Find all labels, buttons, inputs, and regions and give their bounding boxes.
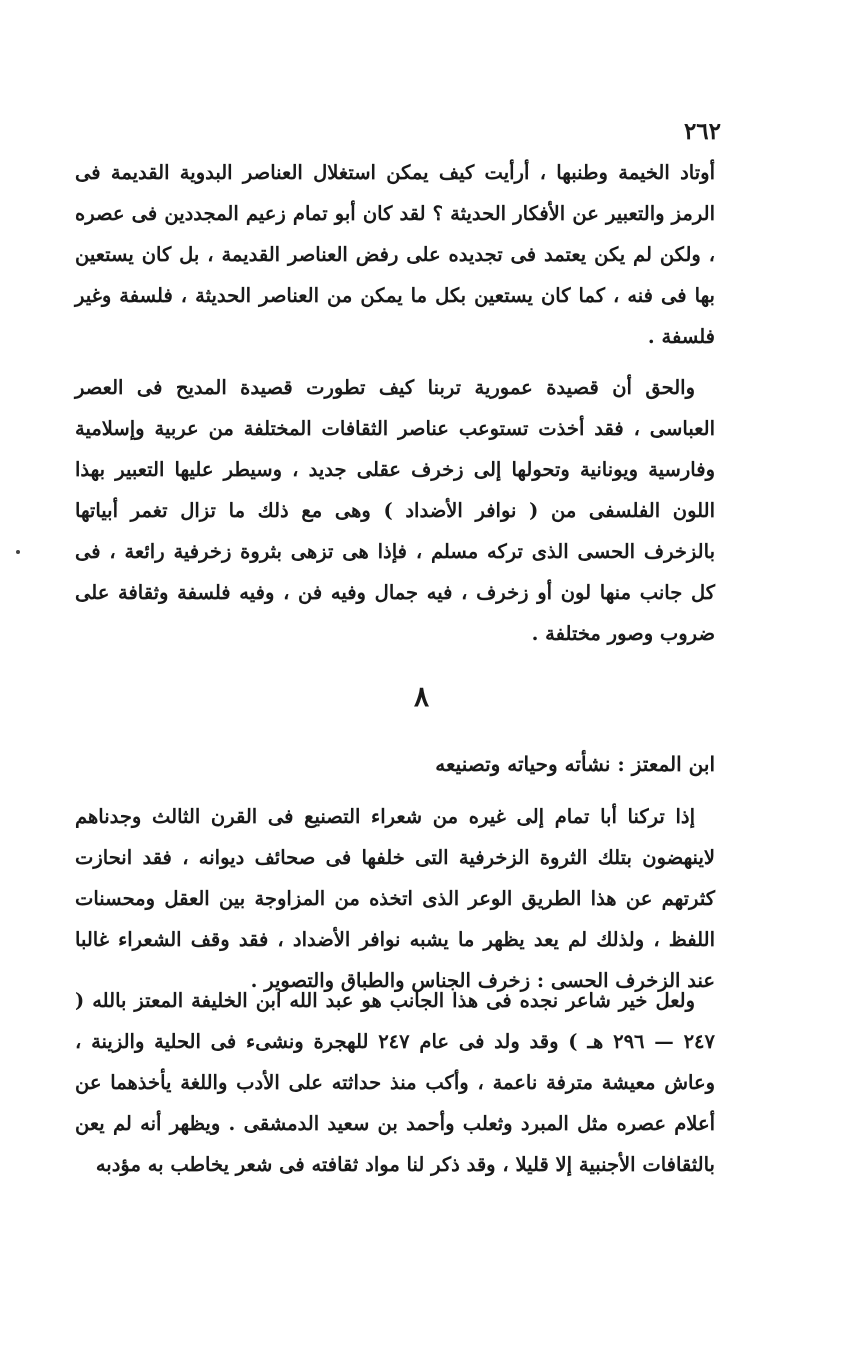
section-number: ٨ xyxy=(413,680,430,713)
paragraph: إذا تركنا أبا تمام إلى غيره من شعراء التصنيع فى القرن الثالث وجدناهم لاينهضون بتلك الثروة الزخرفية التى خلفها فى صحائف ديوانه ، فقد انحازت كثرتهم عن هذا الطريق الوعر الذى اتخذه من المزاوجة بين العقل ومحسنات اللفظ ، ولذلك لم يعد يظهر ما يشبه نوافر الأضداد ، فقد وقف الشعراء غالبا عند الزخرف الحسى : زخرف الجناس والطباق والتصوير . xyxy=(75,805,715,992)
paragraph: والحق أن قصيدة عمورية تربنا كيف تطورت قصيدة المديح فى العصر العباسى ، فقد أخذت تستوعب عناصر الثقافات المختلفة من عربية وإسلامية وفارسية ويونانية وتحولها إلى زخرف عقلى جديد ، وسيطر عليها التعبير بهذا اللون الفلسفى من ( نوافر الأضداد ) وهى مع ذلك ما تزال تغمر أبياتها بالزخرف الحسى الذى تركه مسلم ، فإذا هى تزهى بثروة زخرفية رائعة ، فى كل جانب منها لون أو زخرف ، فيه جمال وفيه فن ، وفيه فلسفة وثقافة على ضروب وصور مختلفة . xyxy=(75,376,715,645)
margin-mark xyxy=(16,550,20,554)
paragraph: ولعل خير شاعر نجده فى هذا الجانب هو عبد الله ابن الخليفة المعتز بالله ( ٢٤٧ — ٢٩٦ هـ ) وقد ولد فى عام ٢٤٧ للهجرة ونشىء فى الحلية والزينة ، وعاش معيشة مترفة ناعمة ، وأكب منذ حداثته على الأدب واللغة يأخذهما عن أعلام عصره مثل المبرد وثعلب وأحمد بن سعيد الدمشقى . ويظهر أنه لم يعن بالثقافات الأجنبية إلا قليلا ، وقد ذكر لنا مواد ثقافته فى شعر يخاطب به مؤدبه xyxy=(75,989,715,1176)
paragraph: أوتاد الخيمة وطنبها ، أرأيت كيف يمكن استغلال العناصر البدوية القديمة فى الرمز والتعبير عن الأفكار الحديثة ؟ لقد كان أبو تمام زعيم المجددين فى عصره ، ولكن لم يكن يعتمد فى تجديده على رفض العناصر القديمة ، بل كان يستعين بها فى فنه ، كما كان يستعين بكل ما يمكن من العناصر الحديثة ، فلسفة وغير فلسفة . xyxy=(75,161,716,348)
section-heading: ابن المعتز : نشأته وحياته وتصنيعه xyxy=(435,752,715,776)
page-number: ٢٦٢ xyxy=(683,118,721,145)
